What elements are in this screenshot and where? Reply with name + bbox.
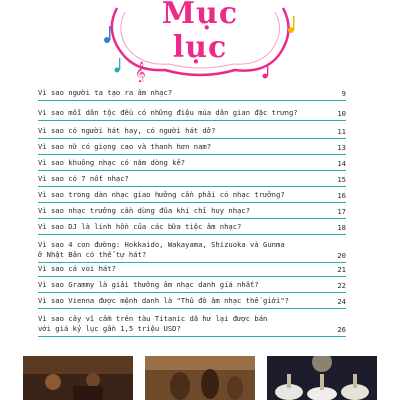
title-banner — [95, 0, 305, 82]
toc-entry-page-number: 10 — [337, 109, 346, 118]
toc-entry-title: Vì sao nhạc trưởng cần dùng đũa khi chỉ huy nhạc? — [38, 206, 251, 215]
toc-entry[interactable] — [38, 240, 346, 263]
toc-entry[interactable] — [38, 296, 346, 309]
toc-entry-title: Vì sao trong dàn nhạc giao hưởng cần phải có nhạc trưởng? — [38, 190, 285, 199]
toc-entry-title: Vì sao có người hát hay, có người hát dở? — [38, 126, 216, 135]
toc-entry[interactable] — [38, 142, 346, 155]
toc-entry[interactable] — [38, 190, 346, 203]
toc-entry-title: Vì sao người ta tạo ra âm nhạc? — [38, 88, 173, 97]
toc-entry-title: Vì sao cây vĩ cầm trên tàu Titanic dã hư lại được bán với giá kỷ lục gần 1,5 triệu USD? — [38, 314, 268, 333]
toc-entry[interactable] — [38, 88, 346, 101]
toc-entry-page-number: 13 — [337, 143, 346, 152]
treble-clef-icon — [135, 62, 146, 82]
toc-entry[interactable] — [38, 174, 346, 187]
toc-entry-page-number: 18 — [337, 223, 346, 232]
toc-entry-page-number: 15 — [337, 175, 346, 184]
toc-entry-title: Vì sao cá voi hát? — [38, 264, 116, 273]
toc-entry-page-number: 22 — [337, 281, 346, 290]
toc-entry-page-number: 21 — [337, 265, 346, 274]
toc-entry[interactable] — [38, 126, 346, 139]
toc-entry[interactable] — [38, 222, 346, 235]
toc-entry-page-number: 14 — [337, 159, 346, 168]
toc-entry-page-number: 26 — [337, 325, 346, 334]
toc-entry[interactable] — [38, 158, 346, 171]
toc-entry-title: Vì sao DJ là linh hồn của các bữa tiệc âm nhạc? — [38, 222, 242, 231]
toc-entry-title: Vì sao Grammy là giải thưởng âm nhạc danh giá nhất? — [38, 280, 259, 289]
toc-entry[interactable] — [38, 314, 346, 337]
toc-entry[interactable] — [38, 280, 346, 293]
photo-strip — [23, 356, 377, 400]
tribal-dancers-photo — [145, 356, 255, 400]
page-title-line1: Mục — [161, 0, 239, 31]
toc-entry-title: Vì sao Vienna được mệnh danh là "Thủ đô âm nhạc thế giới"? — [38, 296, 289, 305]
toc-entry[interactable] — [38, 206, 346, 219]
toc-entry-page-number: 16 — [337, 191, 346, 200]
stage-performance-photo — [23, 356, 133, 400]
toc-entry[interactable] — [38, 108, 346, 121]
toc-entry-page-number: 17 — [337, 207, 346, 216]
toc-entry[interactable] — [38, 264, 346, 277]
toc-entry-page-number: 24 — [337, 297, 346, 306]
page-title-line2: lục — [172, 30, 228, 65]
toc-entry-title: Vì sao có 7 nốt nhạc? — [38, 174, 129, 183]
toc-entry-page-number: 9 — [341, 89, 346, 98]
toc-entry-page-number: 20 — [337, 251, 346, 260]
svg-text:𝄞: 𝄞 — [135, 62, 146, 82]
toc-entry-title: Vì sao mỗi dân tộc đều có những điệu múa dân gian đặc trưng? — [38, 108, 298, 117]
toc-entry-title: Vì sao nữ có giọng cao và thanh hơn nam? — [38, 142, 212, 151]
toc-entry-title: Vì sao 4 con đường: Hokkaido, Wakayama, Shizuoka và Gunma ở Nhật Bản có thể tự hát? — [38, 240, 285, 259]
whirling-dancers-photo — [267, 356, 377, 400]
toc-entry-title: Vì sao khuông nhạc có năm dòng kẻ? — [38, 158, 186, 167]
toc-entry-page-number: 11 — [337, 127, 346, 136]
